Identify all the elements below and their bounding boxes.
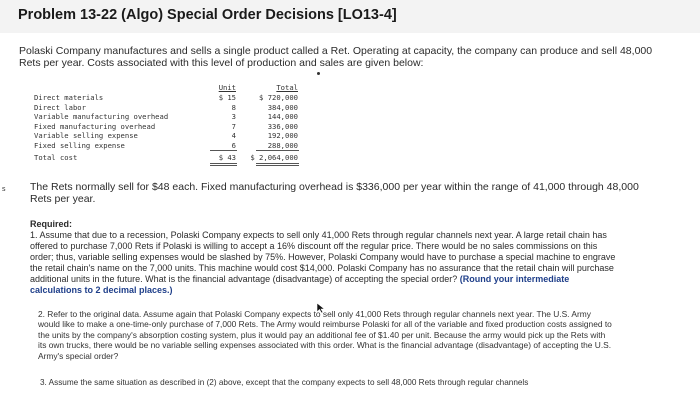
row-total-total-cost: $ 2,064,000: [250, 153, 298, 162]
row-total-variable-selling: 192,000: [267, 131, 298, 140]
row-unit-fixed-selling: 6: [231, 140, 236, 150]
pricing-paragraph: The Rets normally sell for $48 each. Fixed manufacturing overhead is $336,000 per year within the range of 41,000 through 48,000 Rets per year.: [30, 181, 639, 205]
row-unit-variable-mfg-overhead: 3: [231, 112, 236, 121]
row-total-direct-materials: $ 720,000: [259, 93, 298, 102]
row-label-total-cost: Total cost: [34, 153, 78, 162]
total-total-rule-1: [256, 163, 299, 164]
total-total-rule-2: [256, 165, 299, 166]
row-total-variable-mfg-overhead: 144,000: [267, 112, 298, 121]
edge-mark: s: [2, 186, 6, 193]
total-subtotal-rule: [256, 150, 299, 151]
question-1-text: 1. Assume that due to a recession, Polaski Company expects to sell only 41,000 Rets through regular channels next year. A large retail chain has offered to purchase 7,000 Rets if Polaski is willing to accept a 16% discount off the regular price. There would be no sales commissions on this order; thus, variable selling expenses would be slashed by 75%. However, Polaski Company would have to purchase a special machine to engrave the retail chain's name on the 7,000 units. This machine would cost $14,000. Polaski Company has no assurance that the retail chain will purchase additional units in the future. What is the financial advantage (disadvantage) of accepting the special order?: [30, 230, 616, 284]
row-unit-fixed-mfg-overhead: 7: [231, 121, 236, 131]
intro-paragraph: Polaski Company manufactures and sells a single product called a Ret. Operating at capacity, the company can produce and sell 48,000 Rets per year. Costs associated with this level of production and sales are given below:: [19, 45, 653, 69]
row-label-variable-mfg-overhead: Variable manufacturing overhead: [34, 112, 169, 121]
unit-subtotal-rule: [210, 150, 237, 151]
row-unit-variable-selling: 4: [231, 131, 236, 140]
unit-header: Unit: [218, 83, 236, 92]
required-section: [30, 219, 620, 296]
row-label-fixed-selling: Fixed selling expense: [34, 140, 125, 150]
row-total-fixed-mfg-overhead: 336,000: [267, 121, 298, 131]
row-label-direct-labor: Direct labor: [34, 102, 86, 112]
question-3-text: 3. Assume the same situation as described in (2) above, except that the company expects to sell 48,000 Rets through regular channels: [40, 378, 529, 387]
row-unit-direct-labor: 8: [231, 102, 236, 112]
required-heading: Required:: [30, 219, 73, 229]
stray-dot: [317, 72, 320, 75]
unit-total-rule-1: [210, 163, 237, 164]
row-label-fixed-mfg-overhead: Fixed manufacturing overhead: [34, 121, 156, 131]
problem-title: Problem 13-22 (Algo) Special Order Decisions [LO13-4]: [18, 7, 397, 23]
row-unit-total-cost: $ 43: [218, 153, 236, 162]
total-header: Total: [276, 83, 298, 92]
unit-total-rule-2: [210, 165, 237, 166]
question-2-text: 2. Refer to the original data. Assume again that Polaski Company expects to sell only 41,000 Rets through regular channels next year. The U.S. Army would like to make a one-time-only purchase of 7,000 Rets. The Army would reimburse Polaski for all of the variable and fixed production costs assigned to the units by the company's absorption costing system, plus it would pay an additional fee of $1.40 per unit. Because the army would pick up the Rets with its own trucks, there would be no variable selling expenses associated with this order. What is the financial advantage (disadvantage) of accepting the U.S. Army's special order?: [38, 309, 612, 361]
row-total-direct-labor: 384,000: [267, 102, 298, 112]
row-label-direct-materials: Direct materials: [34, 93, 104, 102]
question-1-rounding-note: (Round your intermediate calculations to 2 decimal places.): [30, 274, 570, 295]
row-label-variable-selling: Variable selling expense: [34, 131, 138, 140]
row-unit-direct-materials: $ 15: [218, 93, 236, 102]
row-total-fixed-selling: 288,000: [267, 140, 298, 150]
